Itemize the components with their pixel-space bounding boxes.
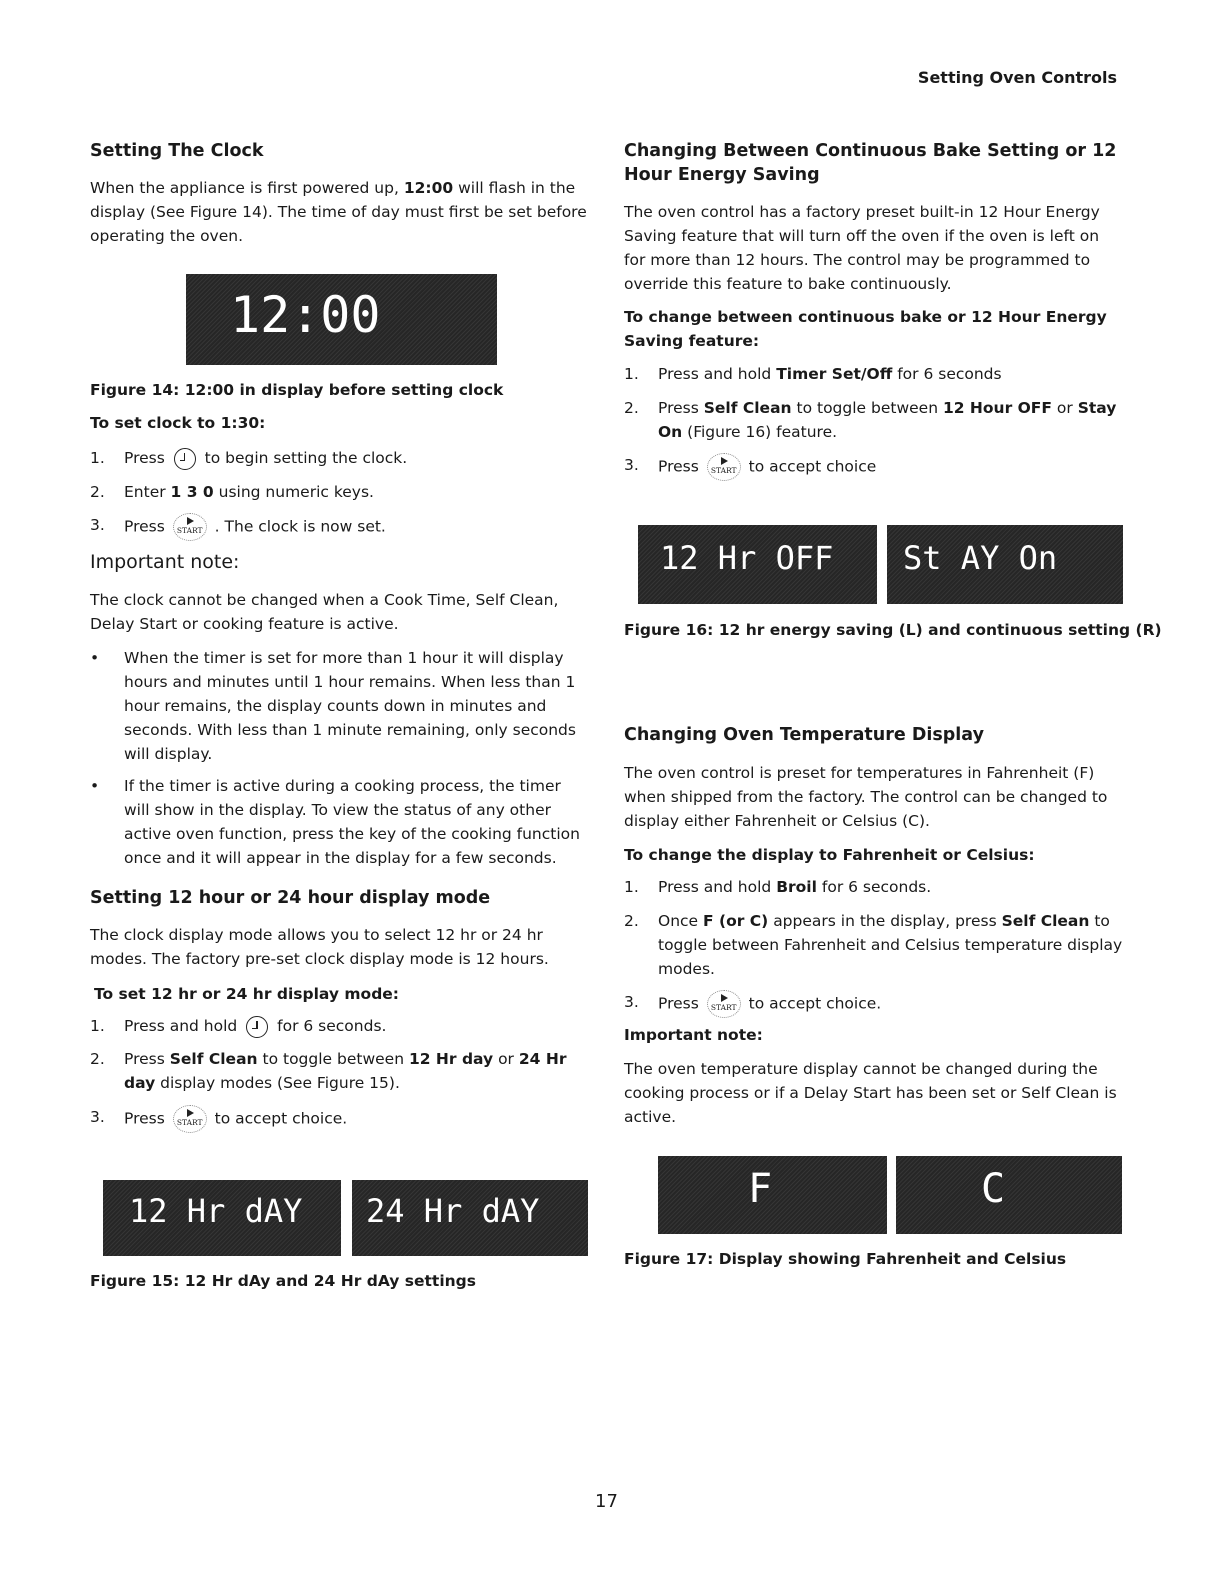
step-text: Press and hold bbox=[658, 365, 772, 383]
temp-subheading: To change the display to Fahrenheit or Celsius: bbox=[624, 846, 1035, 864]
bullet-dot: • bbox=[90, 777, 100, 795]
step-text: (Figure 16) feature. bbox=[687, 423, 838, 441]
display-celsius bbox=[896, 1156, 1122, 1234]
energy-section-title: Changing Between Continuous Bake Setting or 12 Hour Energy Saving bbox=[624, 141, 1117, 185]
start-icon: START bbox=[707, 453, 741, 481]
step-text: Press and hold bbox=[124, 1017, 238, 1035]
figure16-caption: Figure 16: 12 hr energy saving (L) and continuous setting (R) bbox=[624, 621, 1162, 639]
step-number: 2. bbox=[90, 483, 105, 501]
temp-note-text: The oven temperature display cannot be changed during the cooking process or if a Delay Start has been set or Self Clean is active. bbox=[624, 1060, 1117, 1126]
clock-section-title: Setting The Clock bbox=[90, 141, 264, 161]
step-number: 1. bbox=[624, 878, 639, 896]
start-icon: START bbox=[173, 1105, 207, 1133]
step-text: to toggle between bbox=[796, 399, 939, 417]
step-text: Press bbox=[124, 449, 165, 467]
step-text: Once bbox=[658, 912, 699, 930]
step-text: Press bbox=[658, 399, 699, 417]
temp-text: The oven control is preset for temperatures in Fahrenheit (F) when shipped from the factory. The control can be changed to display either Fahrenheit or Celsius (C). bbox=[624, 764, 1108, 830]
step-text: to accept choice bbox=[748, 457, 877, 476]
step-text: Press bbox=[658, 457, 699, 476]
clock-intro-pre: When the appliance is first powered up, bbox=[90, 179, 399, 197]
step-text: to accept choice. bbox=[748, 994, 882, 1013]
temp-note-title: Important note: bbox=[624, 1026, 763, 1044]
temp-step-1 bbox=[624, 875, 1124, 899]
temp-step-3 bbox=[624, 990, 1124, 1014]
display-12hr-off-text: 12 Hr OFF bbox=[660, 539, 834, 577]
step-text: using numeric keys. bbox=[218, 483, 374, 501]
step-text: Press bbox=[124, 1109, 165, 1128]
energy-text: The oven control has a factory preset built-in 12 Hour Energy Saving feature that will turn off the oven if the oven is left on for more than 12 hours. The control may be programmed to override this feature to bake continuously. bbox=[624, 203, 1100, 293]
clock-step-1 bbox=[90, 446, 590, 470]
step-bold: 24 Hr day bbox=[124, 1050, 567, 1092]
step-text: or bbox=[498, 1050, 514, 1068]
step-text: Press bbox=[658, 994, 699, 1013]
display-12hr-day bbox=[103, 1180, 341, 1256]
temp-step-2 bbox=[624, 909, 1124, 981]
step-bold: 12 Hour OFF bbox=[942, 399, 1052, 417]
clock-icon bbox=[174, 448, 196, 470]
figure17-caption: Figure 17: Display showing Fahrenheit and Celsius bbox=[624, 1250, 1067, 1268]
step-bold: F (or C) bbox=[703, 912, 769, 930]
step-number: 3. bbox=[624, 456, 639, 474]
energy-step-2 bbox=[624, 396, 1124, 444]
step-number: 2. bbox=[90, 1050, 105, 1068]
display-celsius-text: C bbox=[981, 1166, 1006, 1212]
figure15-caption: Figure 15: 12 Hr dAy and 24 Hr dAy settings bbox=[90, 1272, 476, 1290]
bullet-dot: • bbox=[90, 649, 100, 667]
step-number: 2. bbox=[624, 912, 639, 930]
step-text: display modes (See Figure 15). bbox=[160, 1074, 400, 1092]
figure14-caption: Figure 14: 12:00 in display before setting clock bbox=[90, 381, 504, 399]
note-bullet-1 bbox=[90, 646, 590, 766]
mode-step-3 bbox=[90, 1105, 590, 1129]
step-text: appears in the display, press bbox=[773, 912, 997, 930]
step-bold: Stay On bbox=[658, 399, 1117, 441]
step-text: . The clock is now set. bbox=[214, 517, 386, 536]
note-bullet-2 bbox=[90, 774, 590, 870]
clock-display-text: 12:00 bbox=[230, 286, 381, 344]
page-header-title: Setting Oven Controls bbox=[917, 68, 1117, 87]
step-number: 1. bbox=[90, 1017, 105, 1035]
important-note-title: Important note: bbox=[90, 551, 240, 573]
step-number: 3. bbox=[624, 993, 639, 1011]
step-bold: Self Clean bbox=[169, 1050, 258, 1068]
display-stay-on-text: St AY On bbox=[903, 539, 1058, 577]
clock-intro-post: will flash in the display (See Figure 14). The time of day must first be set before operating the oven. bbox=[90, 179, 587, 245]
start-icon: START bbox=[173, 513, 207, 541]
step-bold: Self Clean bbox=[1001, 912, 1090, 930]
step-number: 3. bbox=[90, 516, 105, 534]
step-bold: Timer Set/Off bbox=[776, 365, 893, 383]
display-12hr-off bbox=[638, 525, 877, 604]
start-icon: START bbox=[707, 990, 741, 1018]
clock-display-figure14 bbox=[186, 274, 497, 365]
step-number: 1. bbox=[90, 449, 105, 467]
energy-step-3 bbox=[624, 453, 1124, 477]
step-text: Press bbox=[124, 1050, 165, 1068]
step-text: for 6 seconds bbox=[897, 365, 1002, 383]
mode-step-1 bbox=[90, 1014, 590, 1038]
set-clock-subheading: To set clock to 1:30: bbox=[90, 414, 266, 432]
step-bold: 12 Hr day bbox=[408, 1050, 494, 1068]
bullet-text: When the timer is set for more than 1 hour it will display hours and minutes until 1 hour remains. When less than 1 hour remains, the display counts down in minutes and seconds. With less than 1 minute remaining, only seconds will display. bbox=[124, 649, 576, 763]
step-bold: Broil bbox=[776, 878, 817, 896]
clock-step-2 bbox=[90, 480, 590, 504]
clock-intro bbox=[90, 176, 590, 248]
step-text: to toggle between Fahrenheit and Celsius temperature display modes. bbox=[658, 912, 1123, 978]
step-text: to accept choice. bbox=[214, 1109, 348, 1128]
temp-section-title: Changing Oven Temperature Display bbox=[624, 725, 984, 745]
energy-subheading: To change between continuous bake or 12 Hour Energy Saving feature: bbox=[624, 308, 1107, 350]
display-stay-on bbox=[887, 525, 1123, 604]
display-mode-text: The clock display mode allows you to select 12 hr or 24 hr modes. The factory pre-set clock display mode is 12 hours. bbox=[90, 926, 549, 968]
important-note-text: The clock cannot be changed when a Cook Time, Self Clean, Delay Start or cooking feature is active. bbox=[90, 591, 559, 633]
display-24hr-day-text: 24 Hr dAY bbox=[366, 1192, 540, 1230]
display-12hr-day-text: 12 Hr dAY bbox=[129, 1192, 303, 1230]
display-24hr-day bbox=[352, 1180, 588, 1256]
step-text: for 6 seconds. bbox=[277, 1017, 387, 1035]
step-text: for 6 seconds. bbox=[821, 878, 932, 896]
bullet-text: If the timer is active during a cooking process, the timer will show in the display. To view the status of any other active oven function, press the key of the cooking function once and it will appear in the display for a few seconds. bbox=[124, 777, 580, 867]
mode-step-2 bbox=[90, 1047, 590, 1095]
step-text: or bbox=[1056, 399, 1073, 417]
clock-icon bbox=[246, 1016, 268, 1038]
step-number: 3. bbox=[90, 1108, 105, 1126]
energy-step-1 bbox=[624, 362, 1124, 386]
step-text: to begin setting the clock. bbox=[204, 449, 408, 467]
step-number: 2. bbox=[624, 399, 639, 417]
step-bold: Self Clean bbox=[703, 399, 792, 417]
clock-step-3 bbox=[90, 513, 590, 537]
step-text: to toggle between bbox=[262, 1050, 405, 1068]
step-text: Enter bbox=[124, 483, 166, 501]
step-text: Press bbox=[124, 517, 165, 536]
display-mode-section-title: Setting 12 hour or 24 hour display mode bbox=[90, 888, 491, 908]
page-number: 17 bbox=[595, 1491, 618, 1512]
display-fahrenheit bbox=[658, 1156, 887, 1234]
display-fahrenheit-text: F bbox=[748, 1166, 773, 1212]
step-number: 1. bbox=[624, 365, 639, 383]
clock-intro-bold: 12:00 bbox=[403, 179, 454, 197]
step-bold: 1 3 0 bbox=[170, 483, 214, 501]
display-mode-subheading: To set 12 hr or 24 hr display mode: bbox=[94, 985, 400, 1003]
step-text: Press and hold bbox=[658, 878, 772, 896]
